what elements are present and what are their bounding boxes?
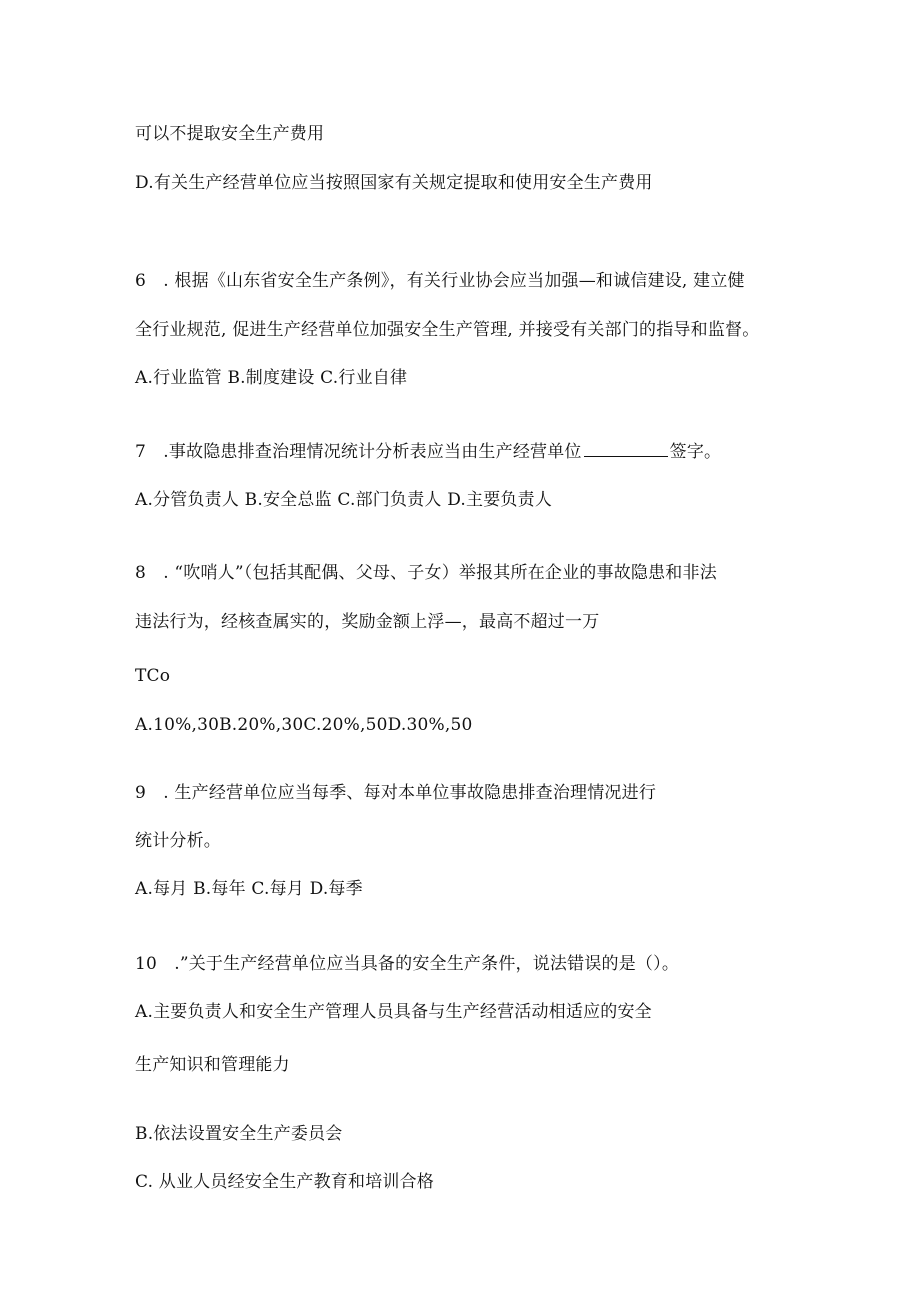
text-line: 可以不提取安全生产费用: [135, 124, 325, 144]
question-10-line: 10 .”关于生产经营单位应当具备的安全生产条件，说法错误的是（）。: [135, 954, 680, 974]
question-9-options: A.每月 B.每年 C.每月 D.每季: [135, 879, 363, 899]
question-6-line-2: 全行业规范, 促进生产经营单位加强安全生产管理, 并接受有关部门的指导和监督。: [135, 320, 760, 340]
answer-blank: [584, 440, 668, 457]
question-7-text-end: 签字。: [669, 442, 722, 462]
question-10-option-a-line-2: 生产知识和管理能力: [135, 1055, 290, 1075]
question-8-line-1: 8 . “吹哨人”（包括其配偶、父母、子女）举报其所在企业的事故隐患和非法: [135, 563, 717, 583]
option-line: D.有关生产经营单位应当按照国家有关规定提取和使用安全生产费用: [135, 173, 653, 193]
question-8-line-3: TCo: [135, 666, 171, 686]
question-9-line-2: 统计分析。: [135, 831, 221, 851]
question-10-option-b: B.依法设置安全生产委员会: [135, 1124, 343, 1144]
question-9-line-1: 9 . 生产经营单位应当每季、每对本单位事故隐患排查治理情况进行: [135, 783, 657, 803]
question-6-line-1: 6 . 根据《山东省安全生产条例》，有关行业协会应当加强—和诚信建设, 建立健: [135, 271, 745, 291]
question-6-options: A.行业监管 B.制度建设 C.行业自律: [135, 368, 408, 388]
question-10-option-c: C. 从业人员经安全生产教育和培训合格: [135, 1172, 435, 1192]
question-7-options: A.分管负责人 B.安全总监 C.部门负责人 D.主要负责人: [135, 490, 553, 510]
question-7-line: [135, 440, 721, 464]
question-10-option-a-line-1: A.主要负责人和安全生产管理人员具备与生产经营活动相适应的安全: [135, 1002, 652, 1022]
question-8-options: A.10%,30B.20%,30C.20%,50D.30%,50: [135, 715, 473, 735]
question-7-text: 7 .事故隐患排查治理情况统计分析表应当由生产经营单位: [135, 442, 582, 462]
question-8-line-2: 违法行为，经核查属实的，奖励金额上浮—，最高不超过一万: [135, 612, 600, 632]
